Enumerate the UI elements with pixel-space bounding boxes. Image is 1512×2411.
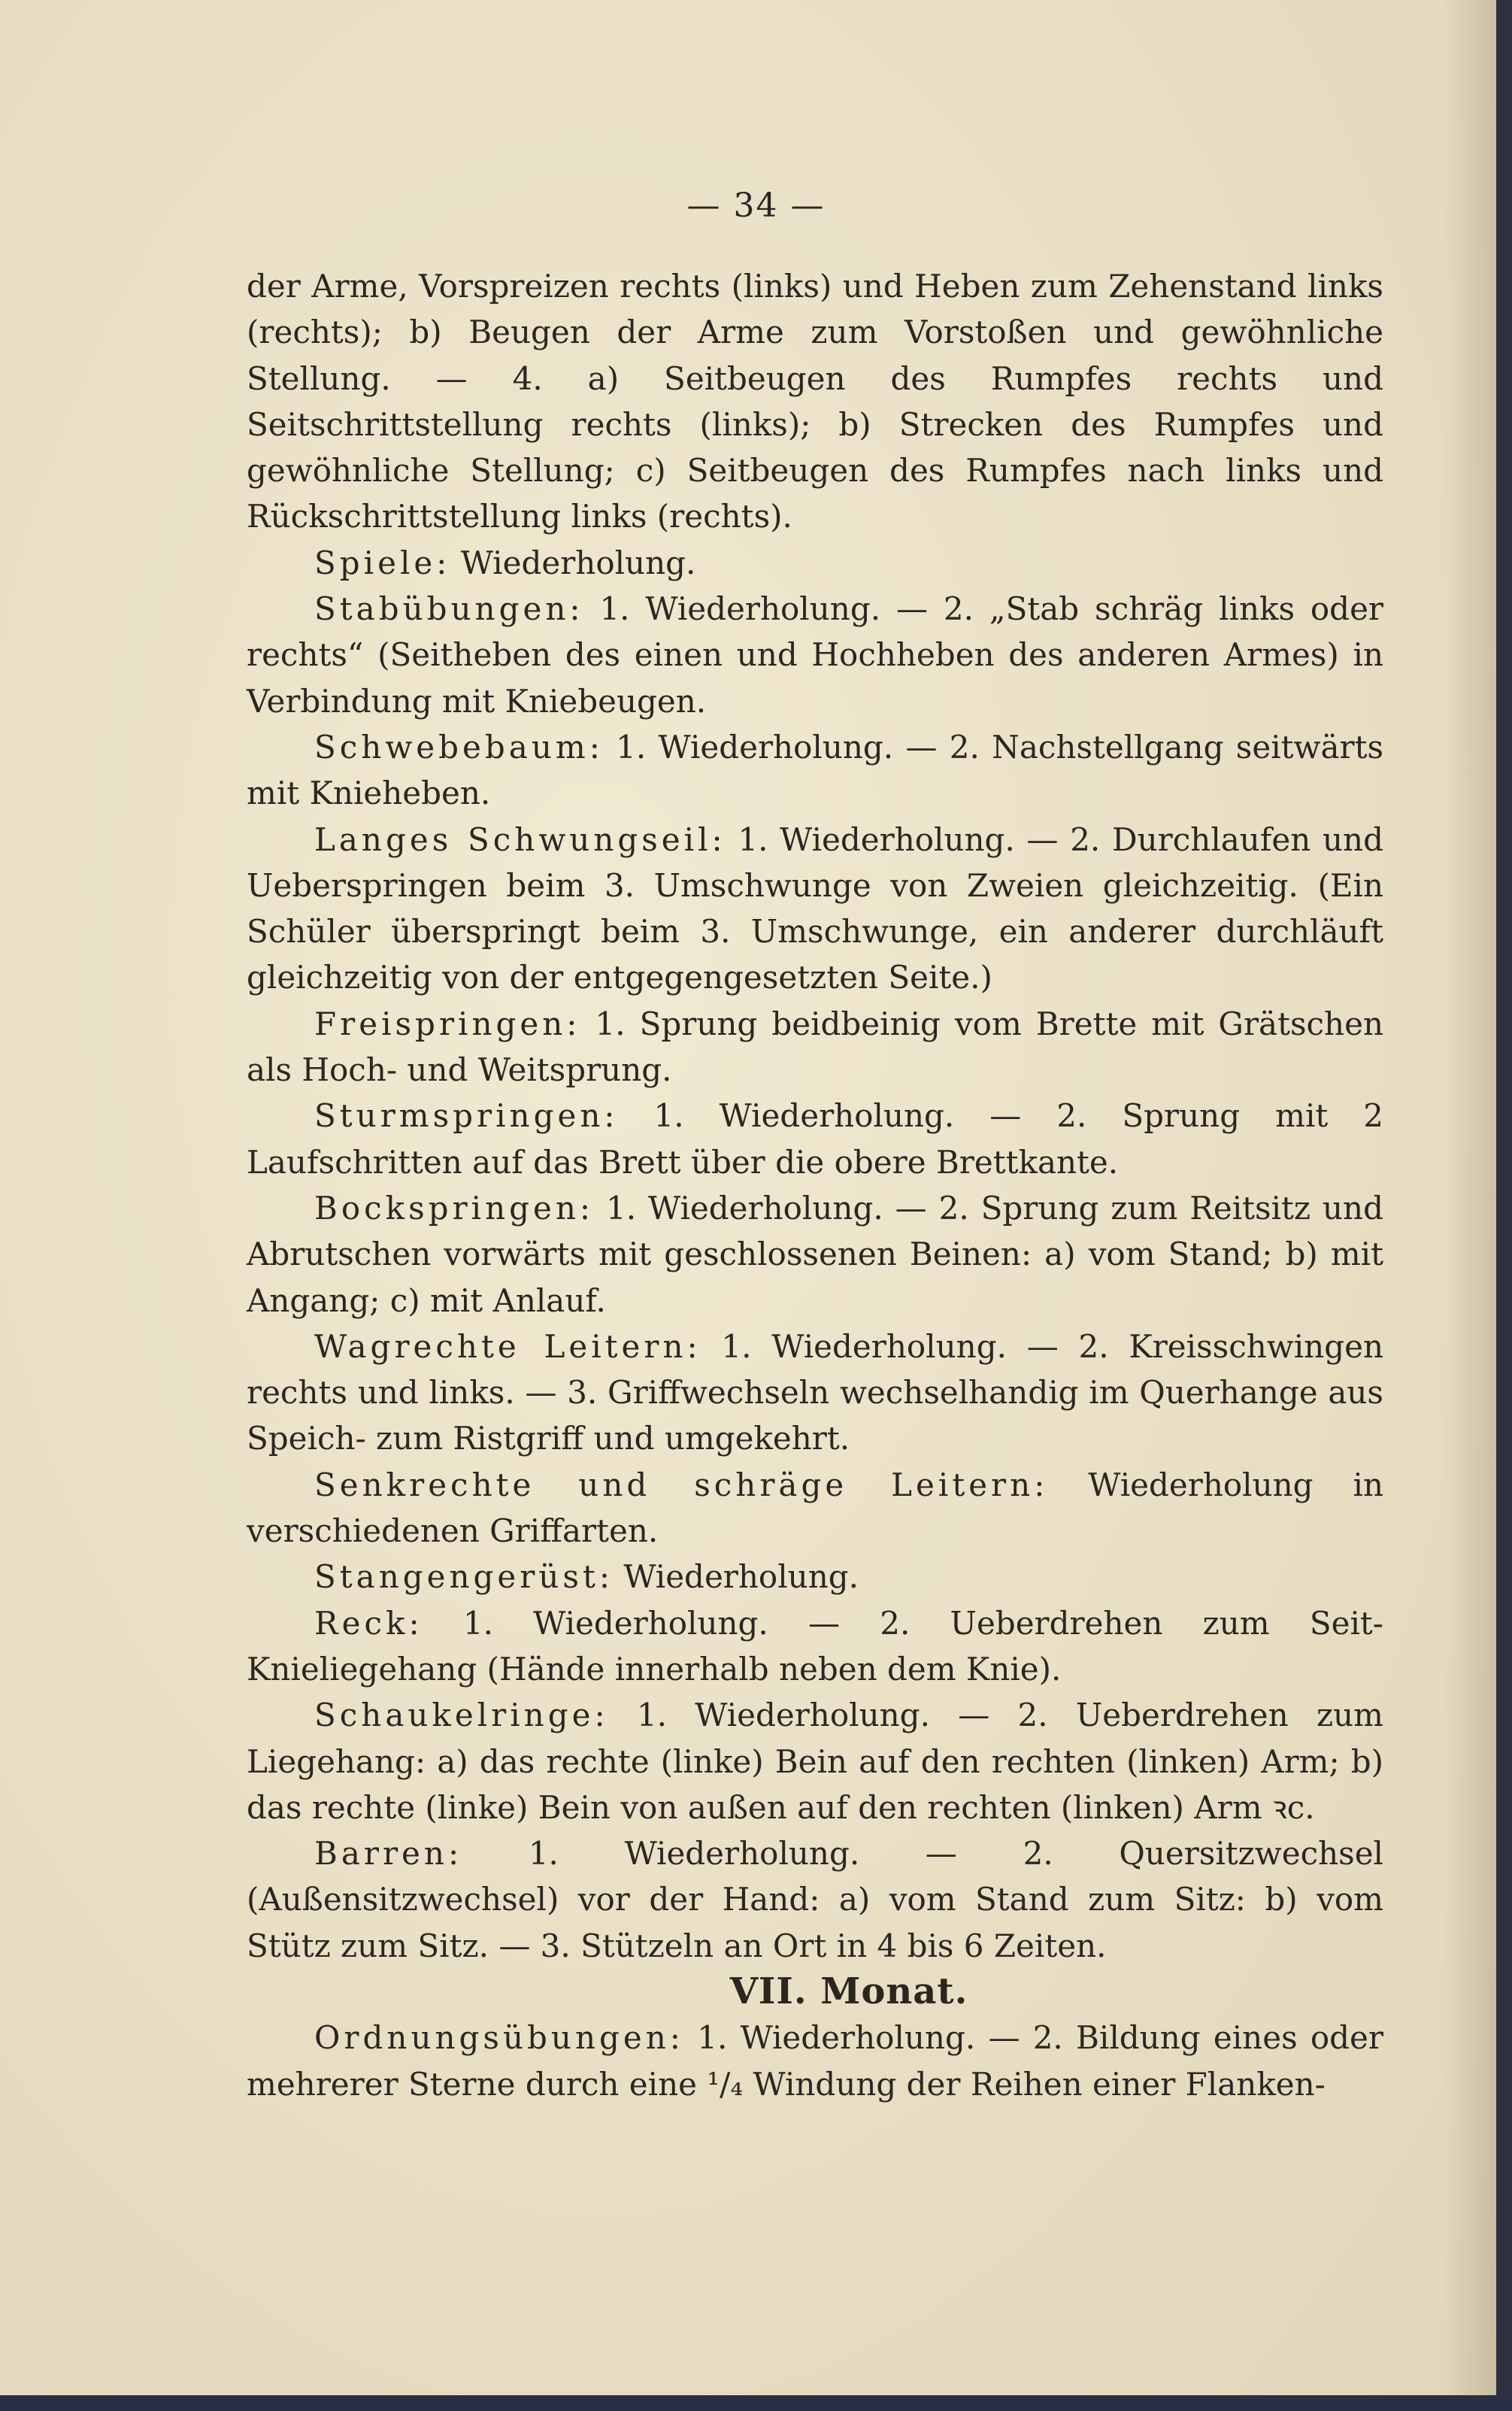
paragraph-spiele (247, 540, 1383, 586)
paragraph-text: 1. Wiederholung. — 2. Bildung eines oder mehrerer Sterne durch eine ¹/₄ Windung der Reihen einer Flanken- (247, 2019, 1383, 2103)
paragraph-schaukelringe (247, 1692, 1383, 1830)
exercise-label: Freispringen: (314, 1005, 581, 1042)
text-body (247, 263, 1383, 2107)
paragraph-wagrechte-leitern (247, 1324, 1383, 1462)
paragraph-continuation (247, 263, 1383, 540)
paragraph-text: 1. Wiederholung. — 2. Quersitzwechsel (Außensitzwechsel) vor der Hand: a) vom Stand zum Sitz: b) vom Stütz zum Sitz. — 3. Stützeln an Ort in 4 bis 6 Zeiten. (247, 1835, 1383, 1964)
paragraph-text: 1. Wiederholung. — 2. „Stab schräg links oder rechts“ (Seitheben des einen und Hochheben des anderen Armes) in Verbindung mit Kniebeugen. (247, 590, 1383, 720)
paragraph-barren (247, 1830, 1383, 1969)
exercise-label: Langes Schwungseil: (314, 820, 726, 858)
paragraph-stabuebungen (247, 586, 1383, 724)
exercise-label: Stangengerüst: (314, 1558, 614, 1596)
paragraph-freispringen (247, 1001, 1383, 1093)
paragraph-text: 1. Wiederholung. — 2. Nachstellgang seitwärts mit Knieheben. (247, 728, 1383, 812)
paragraph-text: 1. Wiederholung. — 2. Durchlaufen und Ueberspringen beim 3. Umschwunge von Zweien gleichzeitig. (Ein Schüler überspringt beim 3. Umschwunge, ein anderer durchläuft gleichzeitig von der entgegengesetzten Seite.) (247, 820, 1383, 996)
paragraph-text: 1. Wiederholung. — 2. Sprung zum Reitsitz und Abrutschen vorwärts mit geschlossenen Beinen: a) vom Stand; b) mit Angang; c) mit Anlauf. (247, 1189, 1383, 1319)
paragraph-bockspringen (247, 1185, 1383, 1324)
paragraph-text: der Arme, Vorspreizen rechts (links) und Heben zum Zehenstand links (rechts); b) Beugen der Arme zum Vorstoßen und gewöhnliche Stellung. — 4. a) Seitbeugen des Rumpfes rechts und Seitschrittstellung rechts (links); b) Strecken des Rumpfes und gewöhnliche Stellung; c) Seitbeugen des Rumpfes nach links und Rückschrittstellung links (rechts). (247, 268, 1383, 535)
exercise-label: Spiele: (314, 544, 451, 581)
paragraph-text: Wiederholung. (613, 1558, 859, 1596)
paragraph-schwungseil (247, 817, 1383, 1001)
exercise-label: Stabübungen: (314, 590, 584, 628)
paragraph-text: 1. Wiederholung. — 2. Sprung mit 2 Laufschritten auf das Brett über die obere Brettkante. (247, 1097, 1383, 1181)
paragraph-text: 1. Wiederholung. — 2. Ueberdrehen zum Seit-Knieliegehang (Hände innerhalb neben dem Knie). (247, 1604, 1383, 1688)
paragraph-schwebebaum (247, 724, 1383, 817)
paragraph-text: 1. Wiederholung. — 2. Kreisschwingen rechts und links. — 3. Griffwechseln wechselhandig im Querhange aus Speich- zum Ristgriff und umgekehrt. (247, 1327, 1383, 1457)
paragraph-stangengeruest (247, 1554, 1383, 1600)
paragraph-reck (247, 1600, 1383, 1693)
exercise-label: Schwebebaum: (314, 728, 604, 766)
exercise-label: Barren: (314, 1835, 463, 1873)
book-binding-edge (1496, 0, 1512, 2411)
section-heading: VII. Monat. (729, 1970, 968, 2012)
paragraph-text: 1. Sprung beidbeinig vom Brette mit Grätschen als Hoch- und Weitsprung. (247, 1005, 1383, 1089)
paragraph-text: Wiederholung. (450, 544, 696, 581)
paragraph-text: 1. Wiederholung. — 2. Ueberdrehen zum Liegehang: a) das rechte (linke) Bein auf den rechten (linken) Arm; b) das rechte (linke) Bein von außen auf den rechten (linken) Arm ꝛc. (247, 1697, 1383, 1826)
exercise-label: Schaukelringe: (314, 1697, 609, 1734)
paragraph-senkrechte-leitern (247, 1462, 1383, 1554)
exercise-label: Ordnungsübungen: (314, 2019, 684, 2057)
exercise-label: Senkrechte und schräge Leitern: (314, 1466, 1049, 1503)
paragraph-sturmspringen (247, 1093, 1383, 1185)
paragraph-text: Wiederholung in verschiedenen Griffarten. (247, 1466, 1383, 1550)
exercise-label: Reck: (314, 1604, 423, 1642)
exercise-label: Bockspringen: (314, 1189, 595, 1227)
page-edge-shading (1444, 0, 1496, 2395)
exercise-label: Sturmspringen: (314, 1097, 619, 1135)
exercise-label: Wagrechte Leitern: (314, 1327, 701, 1365)
book-cover-edge (0, 2395, 1512, 2411)
paragraph-ordnungsuebungen (247, 2015, 1383, 2107)
page-number: — 34 — (686, 187, 826, 225)
